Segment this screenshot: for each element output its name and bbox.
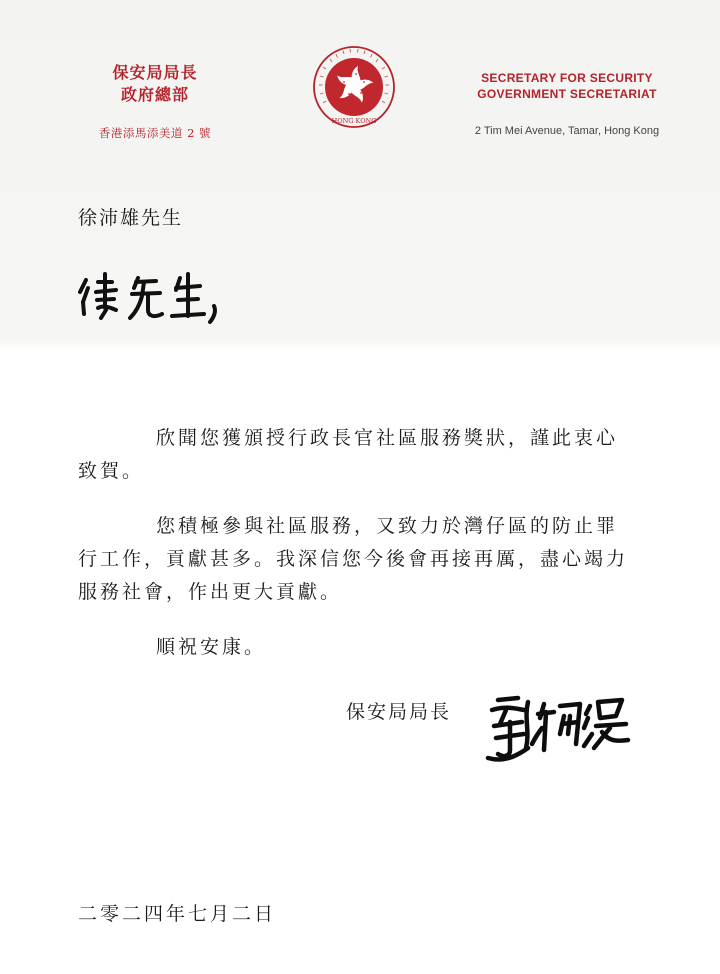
letterhead-en-office: GOVERNMENT SECRETARIAT <box>477 87 657 101</box>
emblem-text: HONG KONG <box>331 117 377 125</box>
letterhead-zh-title: 保安局局長 <box>112 63 198 82</box>
letterhead-en-title: SECRETARY FOR SECURITY <box>481 71 653 85</box>
body-paragraph-1 <box>78 422 638 488</box>
handwritten-salutation <box>76 268 226 328</box>
bauhinia-emblem-icon <box>312 45 396 129</box>
letterhead-zh-office: 政府總部 <box>120 85 189 104</box>
paragraph-commendation: 您積極參與社區服務，又致力於灣仔區的防止罪行工作，貢獻甚多。我深信您今後會再接再厲，盡心竭力服務社會，作出更大貢獻。 <box>78 515 629 603</box>
signer-title: 保安局局長 <box>346 701 452 723</box>
letterhead-zh-address: 香港添馬添美道 2 號 <box>98 126 212 140</box>
letter-date: 二零二四年七月二日 <box>78 903 277 925</box>
letterhead-chinese <box>90 62 220 140</box>
letterhead-en-address: 2 Tim Mei Avenue, Tamar, Hong Kong <box>474 125 660 137</box>
closing-line: 順祝安康。 <box>156 636 267 658</box>
paragraph-congratulations: 欣聞您獲頒授行政長官社區服務獎狀，謹此衷心致賀。 <box>78 427 619 482</box>
recipient-name: 徐沛雄先生 <box>78 207 184 229</box>
body-paragraph-2 <box>78 510 638 609</box>
letterhead-english <box>462 70 672 138</box>
handwritten-signature-icon <box>484 688 634 768</box>
